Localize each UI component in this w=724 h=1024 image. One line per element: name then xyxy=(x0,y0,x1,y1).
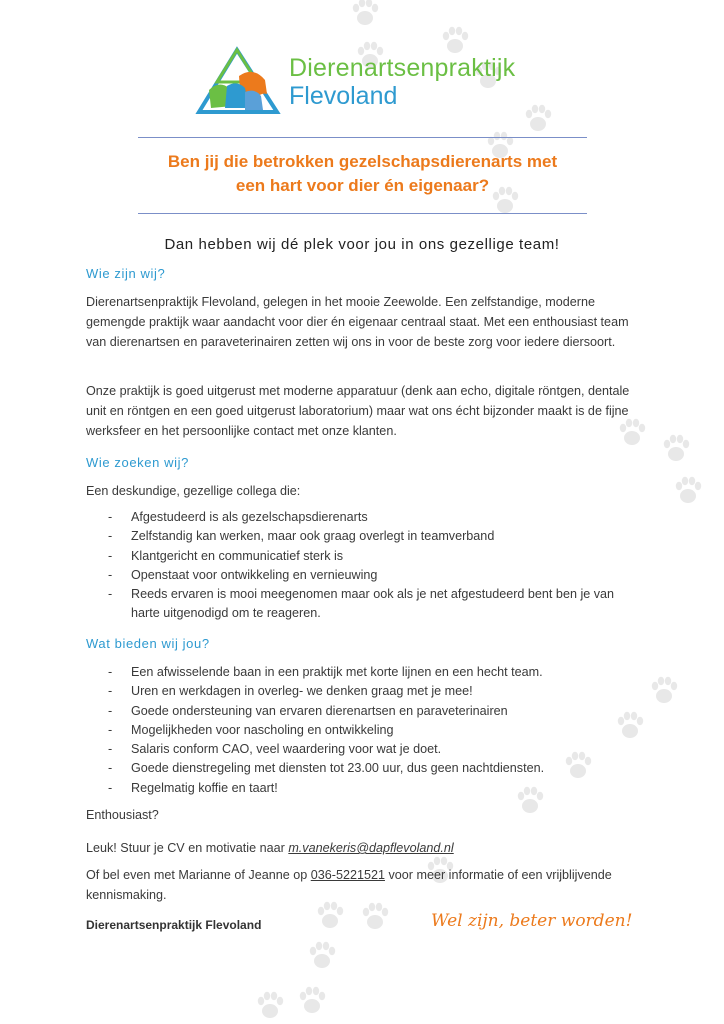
list-item: - Klantgericht en communicatief sterk is xyxy=(108,548,344,563)
subheadline: Dan hebben wij dé plek voor jou in ons gezellige team! xyxy=(164,236,560,253)
seek-list xyxy=(86,508,646,624)
enthusiast-text: Enthousiast? xyxy=(86,808,159,822)
headline xyxy=(110,150,615,198)
logo-name-line2: Flevoland xyxy=(289,82,398,110)
paw-icon xyxy=(353,0,378,25)
practice-logo xyxy=(193,46,533,116)
list-item: - Goede dienstregeling met diensten tot 23.00 uur, dus geen nachtdiensten. xyxy=(108,761,545,776)
list-item: - Reeds ervaren is mooi meegenomen maar ook als je net afgestudeerd bent ben je van harte uitgenodigd om te reageren. xyxy=(108,587,615,621)
list-item: - Zelfstandig kan werken, maar ook graag overlegt in teamverband xyxy=(108,529,495,544)
phone-link[interactable]: 036-5221521 xyxy=(310,868,385,882)
paw-icon xyxy=(258,992,283,1018)
list-item: - Afgestudeerd is als gezelschapsdierenarts xyxy=(108,510,368,524)
section-title-who: Wie zijn wij? xyxy=(86,266,166,281)
paw-icon xyxy=(676,477,701,503)
paw-icon xyxy=(652,677,677,703)
list-item: - Goede ondersteuning van ervaren dierenartsen en paraveterinairen xyxy=(108,703,508,718)
section-title-seek: Wie zoeken wij? xyxy=(86,455,189,470)
list-item: - Mogelijkheden voor nascholing en ontwikkeling xyxy=(108,722,394,737)
email-link[interactable]: m.vanekeris@dapflevoland.nl xyxy=(288,841,454,855)
footer-slogan: Wel zijn, beter worden! xyxy=(431,911,633,931)
bottom-rule xyxy=(138,213,587,214)
seek-intro: Een deskundige, gezellige collega die: xyxy=(86,484,301,498)
list-item: - Uren en werkdagen in overleg- we denken graag met je mee! xyxy=(108,684,473,699)
list-item: - Salaris conform CAO, veel waardering voor wat je doet. xyxy=(108,742,442,757)
offer-list xyxy=(86,663,646,798)
section-title-offer: Wat bieden wij jou? xyxy=(86,636,210,651)
apply-line: Leuk! Stuur je CV en motivatie naar m.vanekeris@dapflevoland.nl xyxy=(86,841,454,855)
headline-line2: een hart voor dier én eigenaar? xyxy=(235,176,490,195)
headline-line1: Ben jij die betrokken gezelschapsdierenarts met xyxy=(167,152,558,171)
call-paragraph: Of bel even met Marianne of Jeanne op 036-5221521 voor meer informatie of een vrijblijvende kennismaking. xyxy=(86,868,612,902)
animals-triangle-logo-icon xyxy=(193,46,283,116)
paw-icon xyxy=(318,902,343,928)
paw-icon xyxy=(300,987,325,1013)
who-paragraph-2: Onze praktijk is goed uitgerust met moderne apparatuur (denk aan echo, digitale röntgen, dentale unit en röntgen en een goed uitgerust laboratorium) maar wat ons écht bijzonder maakt is de fijne werksfeer en het persoonlijke contact met onze klanten. xyxy=(86,384,630,438)
footer-practice-name: Dierenartsenpraktijk Flevoland xyxy=(86,918,262,932)
logo-name-line1: Dierenartsenpraktijk xyxy=(289,54,516,82)
top-rule xyxy=(138,137,587,138)
list-item: - Openstaat voor ontwikkeling en vernieuwing xyxy=(108,567,378,582)
list-item: - Een afwisselende baan in een praktijk met korte lijnen en een hecht team. xyxy=(108,665,543,679)
list-item: - Regelmatig koffie en taart! xyxy=(108,780,278,795)
paw-icon xyxy=(363,903,388,929)
paw-icon xyxy=(664,435,689,461)
paw-icon xyxy=(310,942,335,968)
who-paragraph-1: Dierenartsenpraktijk Flevoland, gelegen in het mooie Zeewolde. Een zelfstandige, moderne gemengde praktijk waar aandacht voor dier én eigenaar centraal staat. Met een enthousiast team van dierenartsen en paraveterinairen zetten wij ons in voor de beste zorg voor iedere diersoort. xyxy=(86,295,629,349)
